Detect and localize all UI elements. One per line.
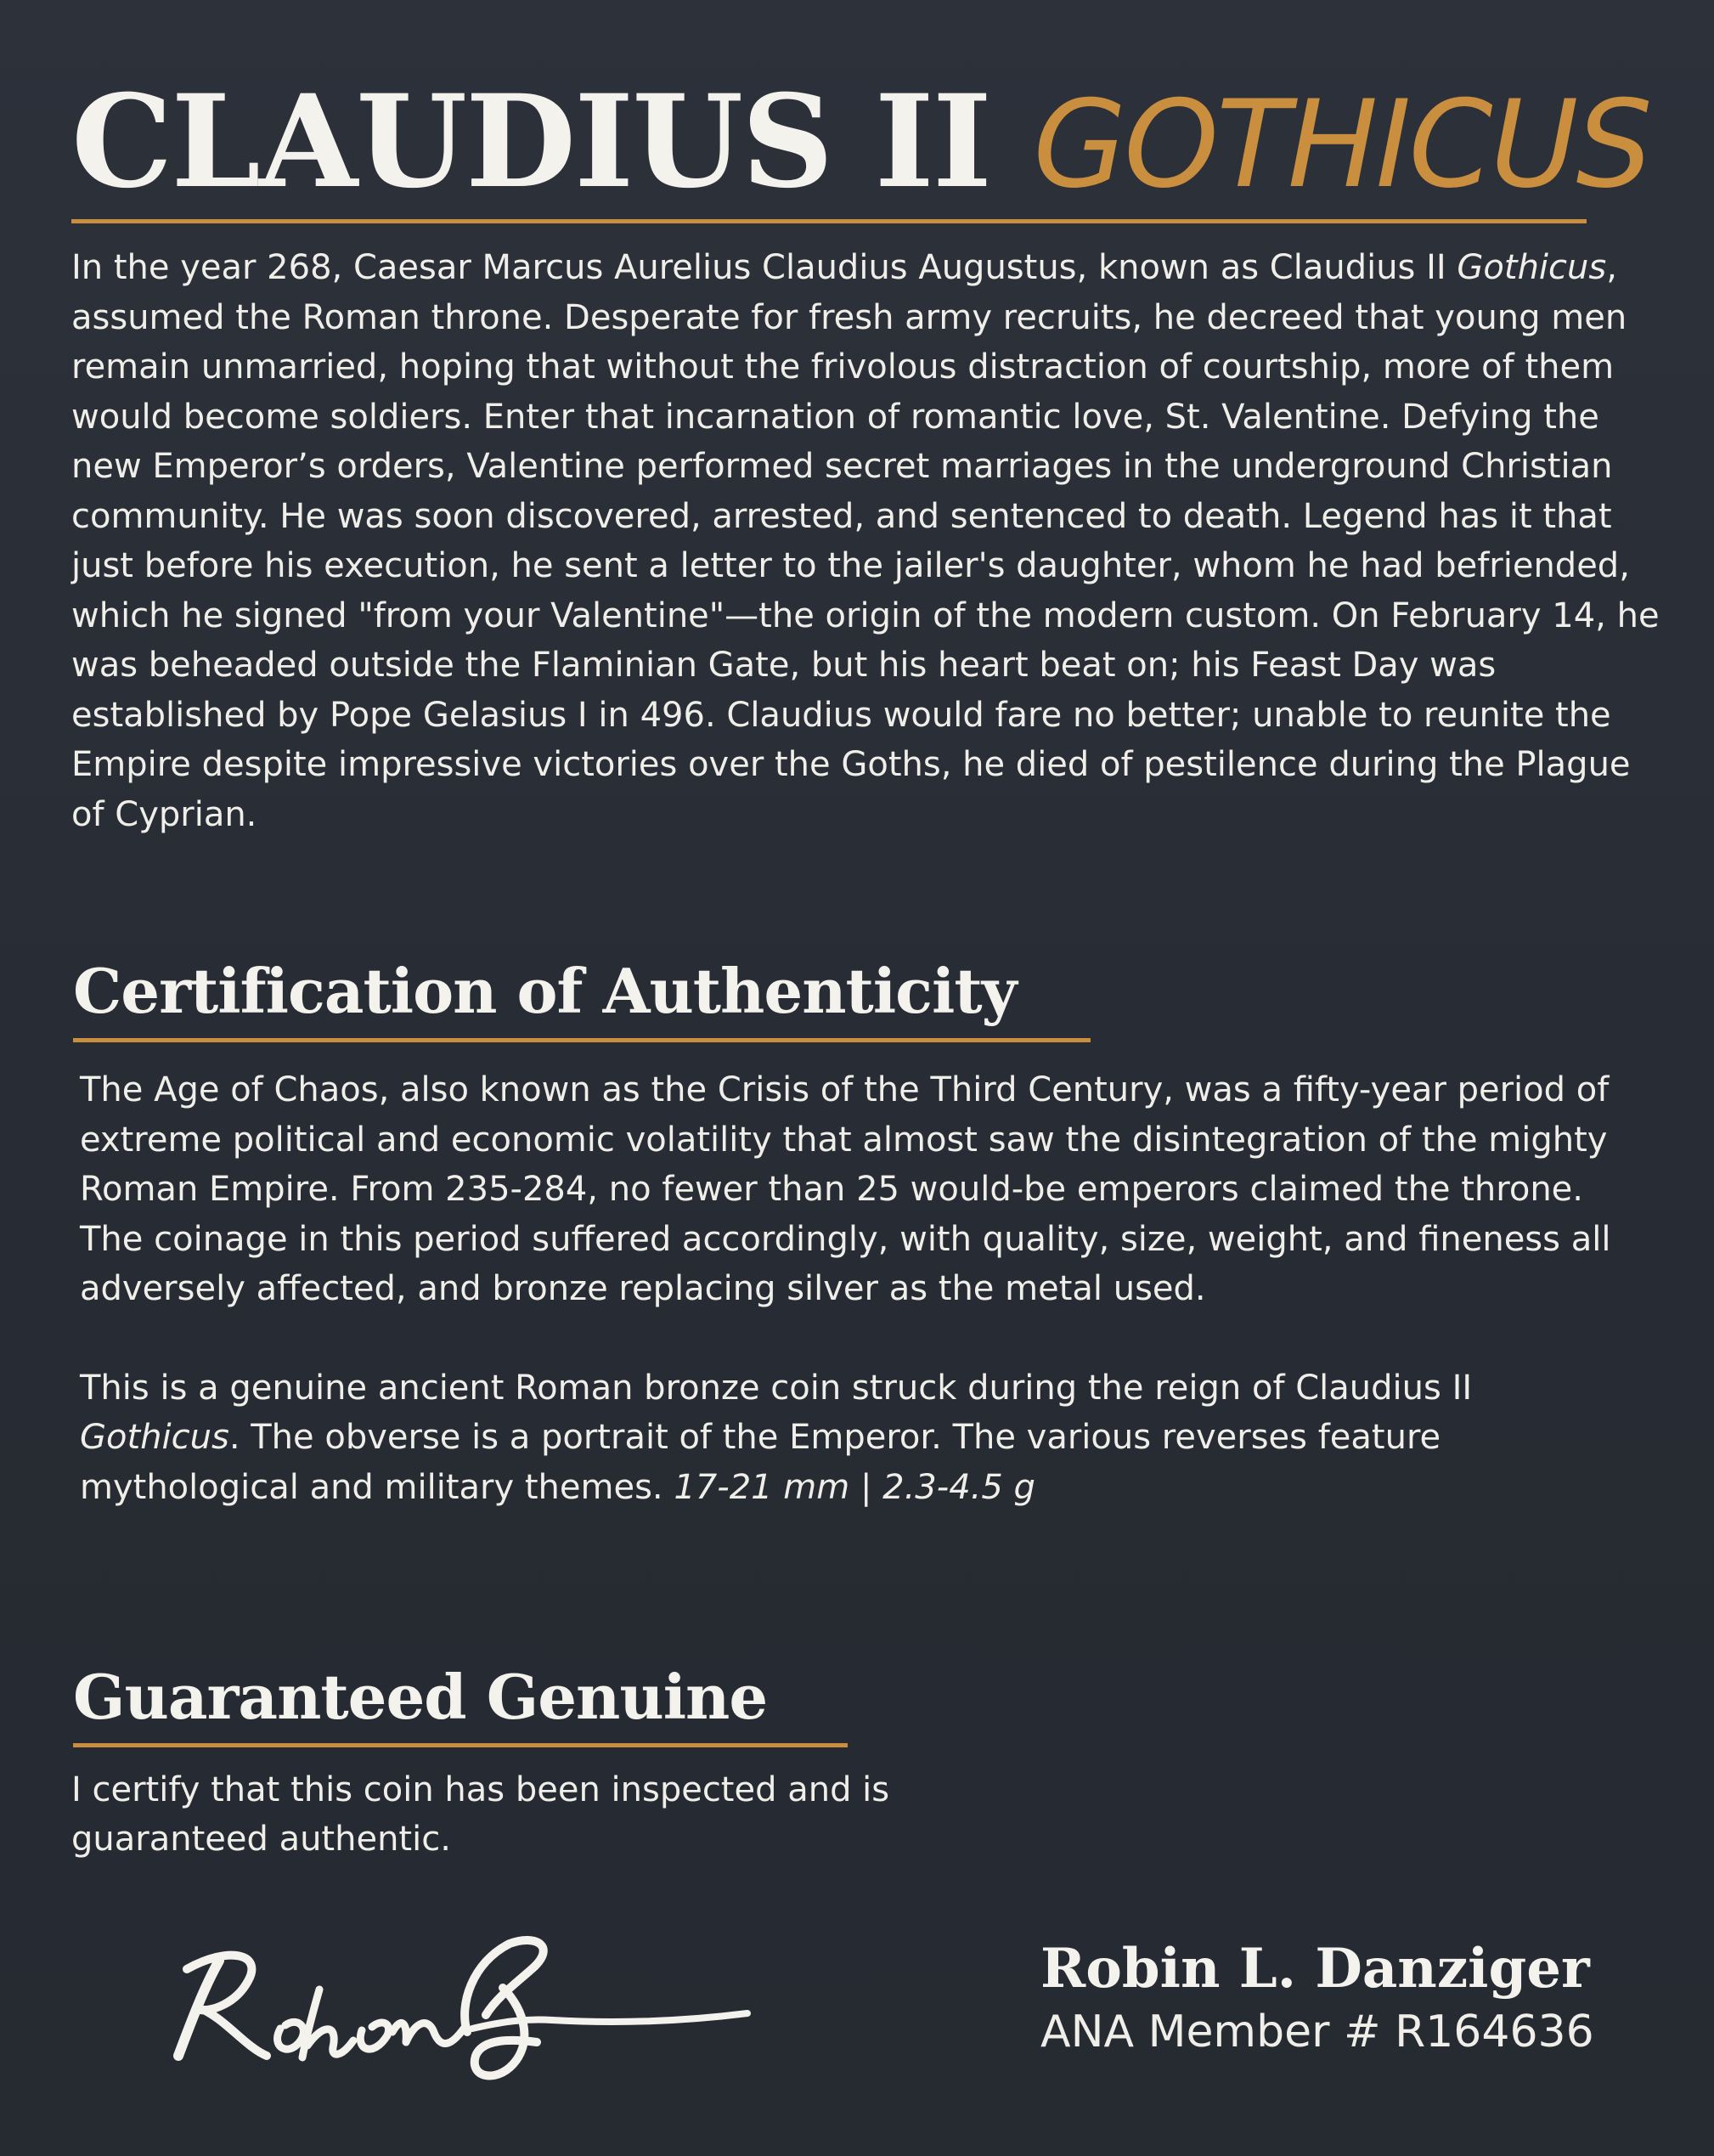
guarantee-heading: Guaranteed Genuine (73, 1661, 768, 1733)
title-epithet: GOTHICUS (1033, 75, 1650, 215)
page-title (71, 67, 1650, 217)
intro-lead: In the year 268, Caesar Marcus Aurelius Claudius Augustus, known as Claudius II (71, 248, 1446, 287)
certification-body (80, 1065, 1626, 1512)
coin-specs: 17-21 mm | 2.3-4.5 g (674, 1467, 1035, 1507)
cert-p2-italic: Gothicus (80, 1418, 229, 1457)
signer-membership: ANA Member # R164636 (1040, 2006, 1594, 2057)
title-name: CLAUDIUS II (71, 67, 990, 217)
intro-rest: , assumed the Roman throne. Desperate for fresh army recruits, he decreed that young men remain unmarried, hoping that without the frivolous distraction of courtship, more of them would become soldiers. Enter that incarnation of romantic love, St. Valentine. Defying the new Emperor’s orders, Valentine performed secret marriages in the underground Christian community. He was soon discovered, arrested, and sentenced to death. Legend has it that just before his execution, he sent a letter to the jailer's daughter, whom he had befriended, which he signed "from your Valentine"—the origin of the modern custom. On February 14, he was beheaded outside the Flaminian Gate, but his heart beat on; his Feast Day was established by Pope Gelasius I in 496. Claudius would fare no better; unable to reunite the Empire despite impressive victories over the Goths, he died of pestilence during the Plague of Cyprian. (71, 248, 1660, 834)
signature-image (153, 1928, 764, 2098)
intro-italic: Gothicus (1457, 248, 1607, 287)
cert-p2-lead: This is a genuine ancient Roman bronze coin struck during the reign of Claudius II (80, 1368, 1473, 1408)
certification-paragraph-2 (80, 1363, 1626, 1513)
guarantee-text: I certify that this coin has been inspected and is guaranteed authentic. (71, 1770, 890, 1859)
guarantee-rule (73, 1743, 848, 1747)
cert-p2-rest: . The obverse is a portrait of the Emperor. The various reverses feature mythological and military themes. (80, 1418, 1441, 1507)
certification-rule (73, 1038, 1091, 1042)
certification-paragraph-1: The Age of Chaos, also known as the Crisis of the Third Century, was a fifty-year period of extreme political and economic volatility that almost saw the disintegration of the mighty Roman Empire. From 235-284, no fewer than 25 would-be emperors claimed the throne. The coinage in this period suffered accordingly, with quality, size, weight, and fineness all adversely affected, and bronze replacing silver as the metal used. (80, 1070, 1611, 1308)
certification-heading: Certification of Authenticity (73, 955, 1017, 1027)
intro-paragraph (71, 243, 1668, 839)
signer-name: Robin L. Danziger (1040, 1937, 1590, 2001)
title-rule (71, 219, 1587, 223)
